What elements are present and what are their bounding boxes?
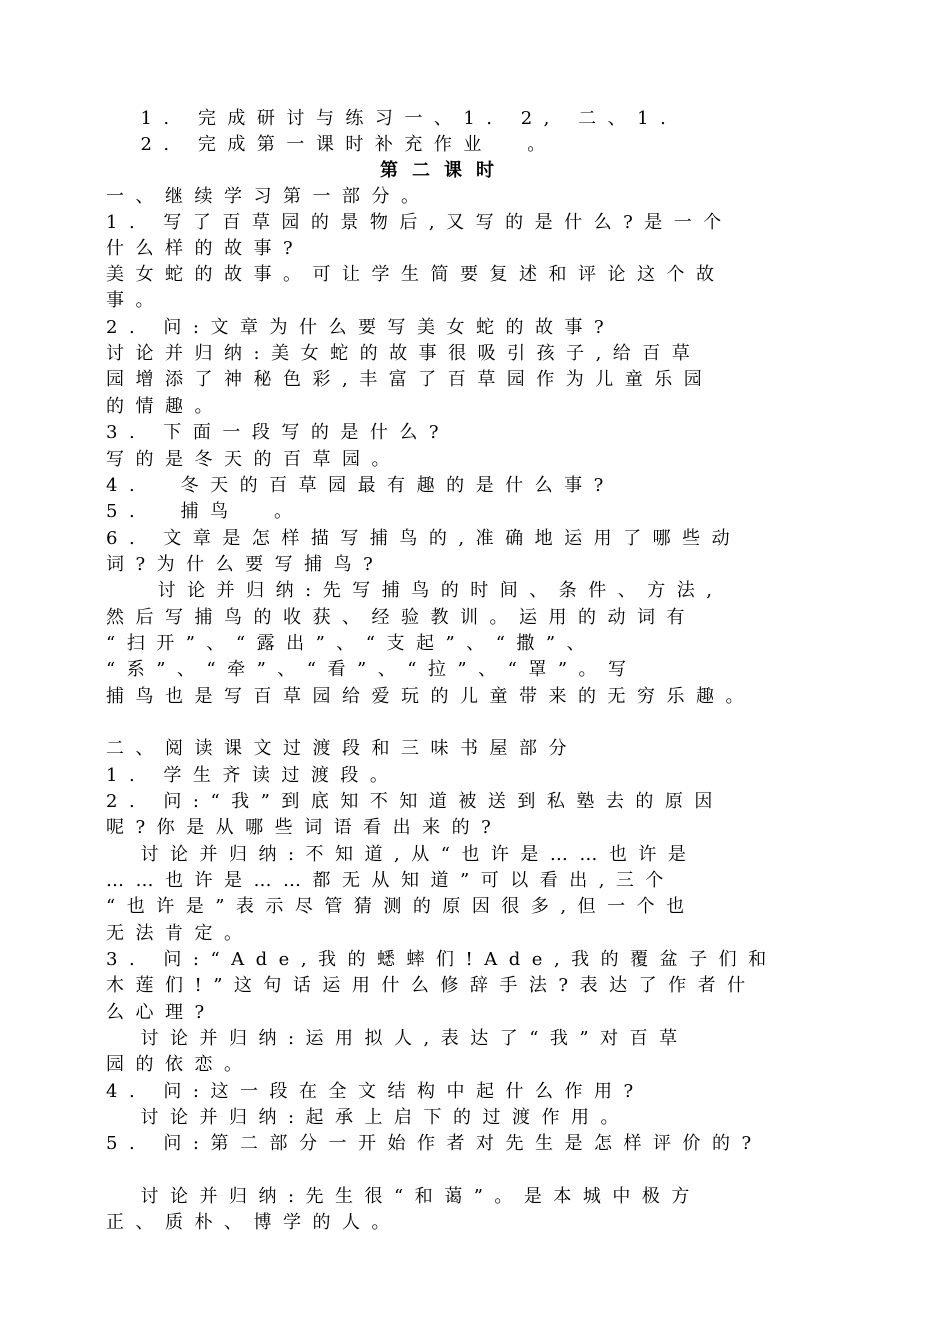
text-line: 讨论并归纳:运用拟人,表达了“我”对百草: [106, 1028, 689, 1049]
section-title: 第二课时: [380, 160, 508, 181]
text-line: 的情趣。: [106, 396, 224, 417]
text-line: 1. 写了百草园的景物后,又写的是什么?是一个: [106, 212, 733, 233]
text-line: 然后写捕鸟的收获、经验教训。运用的动词有: [106, 607, 696, 628]
part-heading-2: 二、阅读课文过渡段和三味书屋部分: [106, 738, 578, 759]
homework-item-2: 2. 完成第一课时补充作业 。: [106, 134, 557, 155]
text-line: 5. 问:第二部分一开始作者对先生是怎样评价的?: [106, 1133, 763, 1154]
text-line: 2. 问:“我”到底知不知道被送到私塾去的原因: [106, 791, 724, 812]
text-line: 5. 捕鸟 。: [106, 501, 304, 522]
text-line: 讨论并归纳:美女蛇的故事很吸引孩子,给百草: [106, 343, 702, 364]
homework-item-1: 1. 完成研讨与练习一、1. 2, 二、1.: [106, 108, 678, 129]
text-line: 呢?你是从哪些词语看出来的?: [106, 817, 503, 838]
text-line: “也许是”表示尽管猜测的原因很多,但一个也: [106, 896, 696, 917]
text-line: 4. 问:这一段在全文结构中起什么作用?: [106, 1081, 645, 1102]
text-line: 讨论并归纳:起承上启下的过渡作用。: [106, 1107, 631, 1128]
text-line: 什么样的故事?: [106, 238, 305, 259]
text-line: 讨论并归纳:先生很“和蔼”。是本城中极方: [106, 1186, 701, 1207]
text-line: 捕鸟也是写百草园给爱玩的儿童带来的无穷乐趣。: [106, 686, 755, 707]
text-line: 事。: [106, 290, 165, 311]
text-line: 么心理?: [106, 1002, 216, 1023]
text-line: 写的是冬天的百草园。: [106, 449, 401, 470]
text-line: 4. 冬天的百草园最有趣的是什么事?: [106, 475, 615, 496]
text-line: 美女蛇的故事。可让学生简要复述和评论这个故: [106, 264, 726, 285]
part-heading-1: 一、继续学习第一部分。: [106, 186, 431, 207]
text-line: 6. 文章是怎样描写捕鸟的,准确地运用了哪些动: [106, 528, 742, 549]
text-line: “扫开”、“露出”、“支起”、“撒”、: [106, 633, 597, 654]
text-line: 讨论并归纳:不知道,从“也许是……也许是: [106, 844, 698, 865]
text-line: “系”、“牵”、“看”、“拉”、“罩”。写: [106, 659, 638, 680]
text-line: 无法肯定。: [106, 923, 254, 944]
text-line: 园增添了神秘色彩,丰富了百草园作为儿童乐园: [106, 369, 714, 390]
text-line: 木莲们!”这句话运用什么修辞手法?表达了作者什: [106, 975, 757, 996]
text-line: 1. 学生齐读过渡段。: [106, 765, 400, 786]
text-line: 讨论并归纳:先写捕鸟的时间、条件、方法,: [106, 580, 724, 601]
text-line: 园的依恋。: [106, 1054, 254, 1075]
text-line: 3. 下面一段写的是什么?: [106, 422, 451, 443]
text-line: 2. 问:文章为什么要写美女蛇的故事?: [106, 317, 616, 338]
text-line: 正、质朴、博学的人。: [106, 1212, 401, 1233]
text-line: 3. 问:“Ade,我的蟋蟀们!Ade,我的覆盆子们和: [106, 949, 778, 970]
text-line: ……也许是……都无从知道”可以看出,三个: [106, 870, 675, 891]
text-line: 词?为什么要写捕鸟?: [106, 554, 385, 575]
